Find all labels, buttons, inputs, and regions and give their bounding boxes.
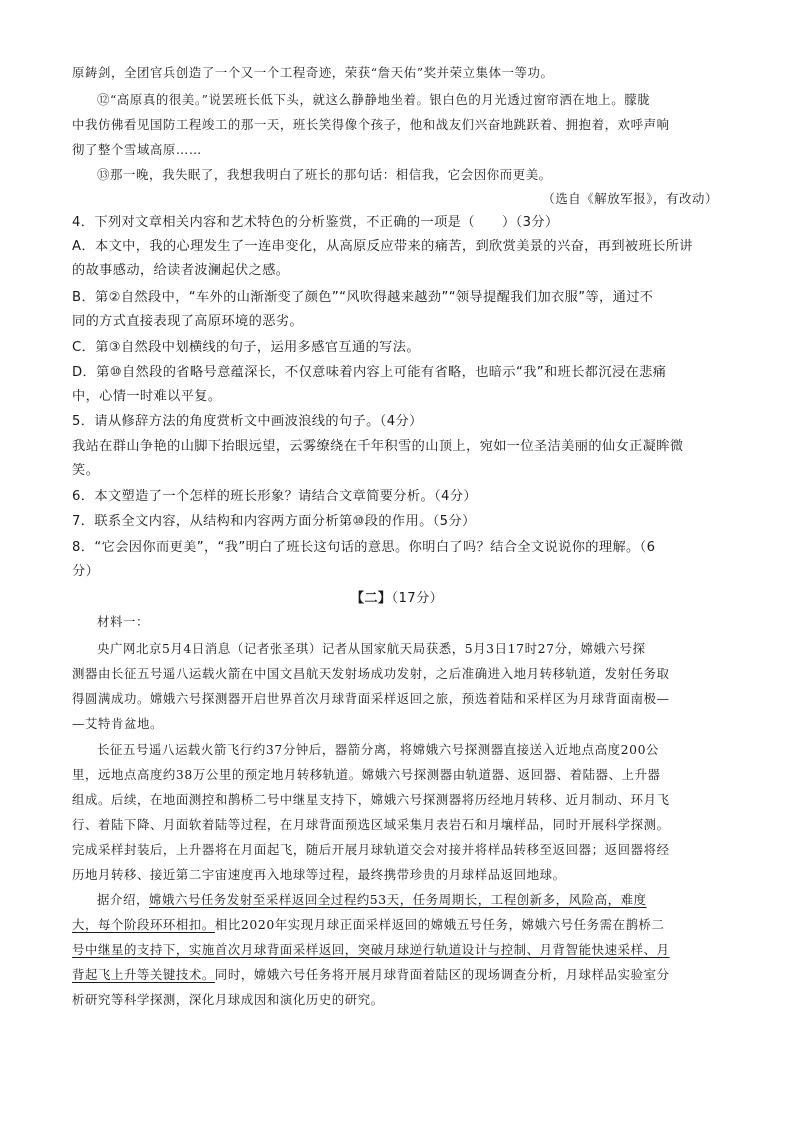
material-line: [72, 962, 670, 988]
question-4-stem: 4．下列对文章相关内容和艺术特色的分析鉴赏，不正确的一项是（ ）（3分）: [72, 215, 559, 230]
material-line: 测器由长征五号遥八运载火箭在中国文昌航天发射场成功发射，之后准确进入地月转移轨道，发射任务取: [72, 666, 670, 681]
question-4-option-b-cont: 同的方式直接表现了高原环境的恶劣。: [72, 314, 303, 329]
material-paragraph-1: 央广网北京5月4日消息（记者张圣琪）记者从国家航天局获悉，5月3日17时27分，嫦娥六号探: [97, 641, 646, 656]
material-line: 里，远地点高度约38万公里的预定地月转移轨道。嫦娥六号探测器由轨道器、返回器、着陆器、上升器: [72, 767, 661, 782]
passage-paragraph-12: ⑫“高原真的很美。”说罢班长低下头，就这么静静地坐着。银白色的月光透过窗帘洒在地上。朦胧: [97, 92, 651, 107]
material-line: 历地月转移、接近第二宇宙速度再入地球等过程，最终携带珍贵的月球样品返回地球。: [72, 867, 566, 882]
passage-line: 彻了整个雪域高原……: [72, 142, 202, 157]
material-paragraph-2: 长征五号遥八运载火箭飞行约37分钟后，器箭分离，将嫦娥六号探测器直接送入近地点高度200公: [97, 742, 660, 757]
question-4-option-c: C．第③自然段中划横线的句子，运用多感官互通的写法。: [72, 340, 420, 355]
underlined-sentence: 嫦娥六号任务发射至采样返回全过程约53天，任务周期长，工程创新多，风险高，难度: [148, 892, 647, 907]
section-score: （17分）: [391, 591, 444, 606]
question-6: 6．本文塑造了一个怎样的班长形象？请结合文章简要分析。（4分）: [72, 489, 478, 504]
underlined-sentence: 号中继星的支持下，实施首次月球背面采样返回，突破月球逆行轨道设计与控制、月背智能快速采样、月: [72, 942, 670, 957]
material-text: 同时，嫦娥六号任务将开展月球背面着陆区的现场调查分析，月球样品实验室分: [214, 967, 670, 982]
question-5-quote: 我站在群山争艳的山脚下抬眼远望，云雾缭绕在千年积雪的山顶上，宛如一位圣洁美丽的仙女正凝眸微: [72, 439, 684, 454]
question-7: 7．联系全文内容，从结构和内容两方面分析第⑩段的作用。（5分）: [72, 514, 476, 529]
source-citation: （选自《解放军报》，有改动）: [542, 191, 718, 206]
passage-line: 原鋳剑，全团官兵创造了一个又一个工程奇迹，荣获“詹天佑”奖并荣立集体一等功。: [72, 65, 554, 80]
question-4-option-d: D．第⑩自然段的省略号意蕴深长，不仅意味着内容上可能有省略，也暗示“我”和班长都沉浸在悲痛: [72, 365, 667, 380]
material-paragraph-3: [97, 887, 647, 913]
question-5-quote-cont: 笑。: [72, 463, 100, 478]
question-8-cont: 分）: [72, 564, 100, 579]
material-line: [72, 912, 665, 938]
material-line: [72, 937, 670, 963]
question-4-option-a: A．本文中，我的心理发生了一连串变化，从高原反应带来的痛苦，到欣赏美景的兴奋，再到被班长所讲: [72, 239, 693, 254]
section-heading: [300, 587, 494, 611]
material-label: 材料一：: [97, 614, 149, 629]
material-line: 得圆满成功。嫦娥六号探测器开启世界首次月球背面采样返回之旅，预选着陆和采样区为月球背面南极—: [72, 691, 670, 706]
passage-paragraph-13: ⑬那一晚，我失眠了，我想我明白了班长的那句话：相信我，它会因你而更美。: [97, 167, 552, 182]
material-line: 完成采样封装后，上升器将在月面起飞，随后开展月球轨道交会对接并将样品转移至返回器；返回器将经: [72, 842, 670, 857]
material-text: 相比2020年实现月球正面采样返回的嫦娥五号任务，嫦娥六号任务需在鹊桥二: [214, 917, 665, 932]
passage-line: 中我仿佛看见国防工程竣工的那一天，班长笑得像个孩子，他和战友们兴奋地跳跃着、拥抱着，欢呼声响: [72, 117, 670, 132]
material-line: —艾特肯盆地。: [72, 716, 163, 731]
question-8: 8．“它会因你而更美”，“我”明白了班长这句话的意思。你明白了吗？结合全文说说你的理解。（6: [72, 540, 656, 555]
underlined-sentence: 背起飞上升等关键技术。: [72, 967, 215, 982]
section-number: 【二】: [350, 591, 392, 606]
underlined-sentence: 大，每个阶段环环相扣。: [72, 917, 215, 932]
question-4-option-a-cont: 的故事感动，给读者波澜起伏之感。: [72, 263, 290, 278]
material-line: 行、着陆下降、月面软着陆等过程，在月球背面预选区域采集月表岩石和月壤样品，同时开展科学探测。: [72, 817, 670, 832]
material-text: 据介绍，: [97, 892, 149, 907]
material-line: 组成。后续，在地面测控和鹊桥二号中继星支持下，嫦娥六号探测器将历经地月转移、近月制动、环月飞: [72, 792, 670, 807]
question-4-option-d-cont: 中，心情一时难以平复。: [72, 389, 222, 404]
material-line: 析研究等科学探测，深化月球成因和演化历史的研究。: [72, 992, 384, 1007]
question-5-stem: 5．请从修辞方法的角度赏析文中画波浪线的句子。（4分）: [72, 414, 423, 429]
question-4-option-b: B．第②自然段中，“车外的山渐渐变了颜色”“风吹得越来越劲”“领导提醒我们加衣服”等，通过不: [72, 290, 654, 305]
